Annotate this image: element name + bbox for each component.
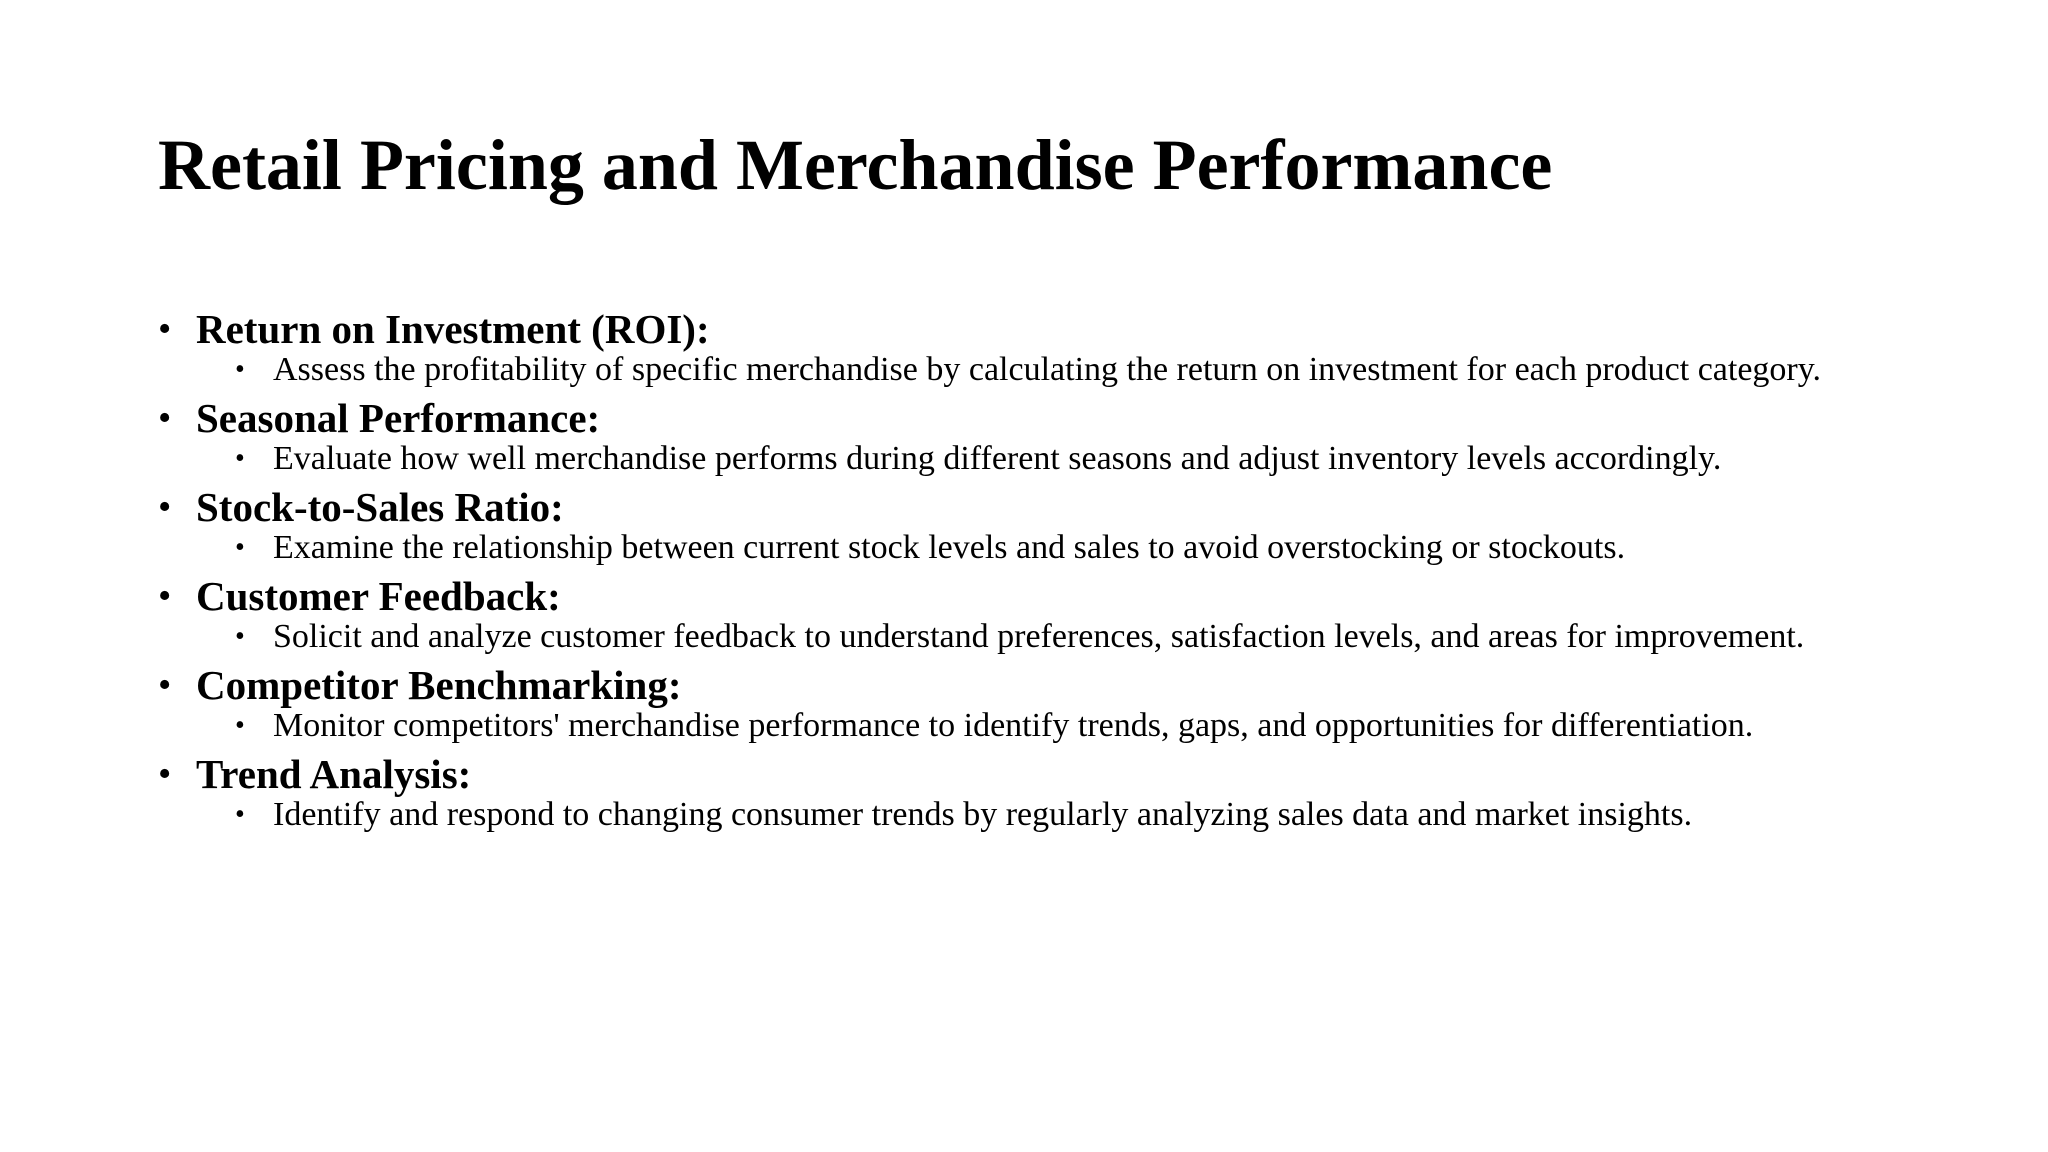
bullet-heading (158, 749, 1904, 799)
sub-bullet-icon: • (235, 443, 245, 474)
sub-bullet-icon: • (235, 354, 245, 385)
bullet-list (158, 304, 1904, 838)
sub-bullet-icon: • (235, 621, 245, 652)
bullet-icon: • (158, 397, 172, 439)
list-item (158, 749, 1904, 831)
sub-bullet-text: Evaluate how well merchandise performs during different seasons and adjust inventory levels accordingly. (273, 440, 1722, 477)
sub-bullet (158, 707, 1904, 744)
sub-bullet-text: Monitor competitors' merchandise performance to identify trends, gaps, and opportunities for differentiation. (273, 707, 1754, 744)
sub-bullet-text: Assess the profitability of specific merchandise by calculating the return on investment for each product category. (273, 351, 1822, 388)
sub-bullet-icon: • (235, 710, 245, 741)
bullet-heading-text: Seasonal Performance: (196, 395, 601, 441)
bullet-icon: • (158, 308, 172, 350)
bullet-heading (158, 482, 1904, 532)
list-item (158, 393, 1904, 475)
bullet-heading-text: Competitor Benchmarking: (196, 662, 682, 708)
list-item (158, 304, 1904, 386)
bullet-heading (158, 571, 1904, 621)
list-item (158, 660, 1904, 742)
sub-bullet (158, 618, 1904, 655)
sub-bullet-text: Examine the relationship between current stock levels and sales to avoid overstocking or stockouts. (273, 529, 1626, 566)
bullet-icon: • (158, 664, 172, 706)
bullet-heading-text: Customer Feedback: (196, 573, 561, 619)
bullet-icon: • (158, 575, 172, 617)
bullet-heading-text: Trend Analysis: (196, 751, 472, 797)
bullet-heading-text: Stock-to-Sales Ratio: (196, 484, 564, 530)
list-item (158, 482, 1904, 564)
sub-bullet (158, 440, 1904, 477)
sub-bullet-icon: • (235, 799, 245, 830)
sub-bullet-text: Identify and respond to changing consumer trends by regularly analyzing sales data and market insights. (273, 796, 1693, 833)
bullet-heading (158, 393, 1904, 443)
sub-bullet-icon: • (235, 532, 245, 563)
bullet-heading (158, 304, 1904, 354)
sub-bullet (158, 351, 1904, 388)
sub-bullet (158, 796, 1904, 833)
list-item (158, 571, 1904, 653)
bullet-heading (158, 660, 1904, 710)
bullet-heading-text: Return on Investment (ROI): (196, 306, 710, 352)
bullet-icon: • (158, 486, 172, 528)
sub-bullet (158, 529, 1904, 566)
sub-bullet-text: Solicit and analyze customer feedback to understand preferences, satisfaction levels, and areas for improvement. (273, 618, 1805, 655)
slide-title: Retail Pricing and Merchandise Performance (158, 125, 1553, 205)
bullet-icon: • (158, 753, 172, 795)
